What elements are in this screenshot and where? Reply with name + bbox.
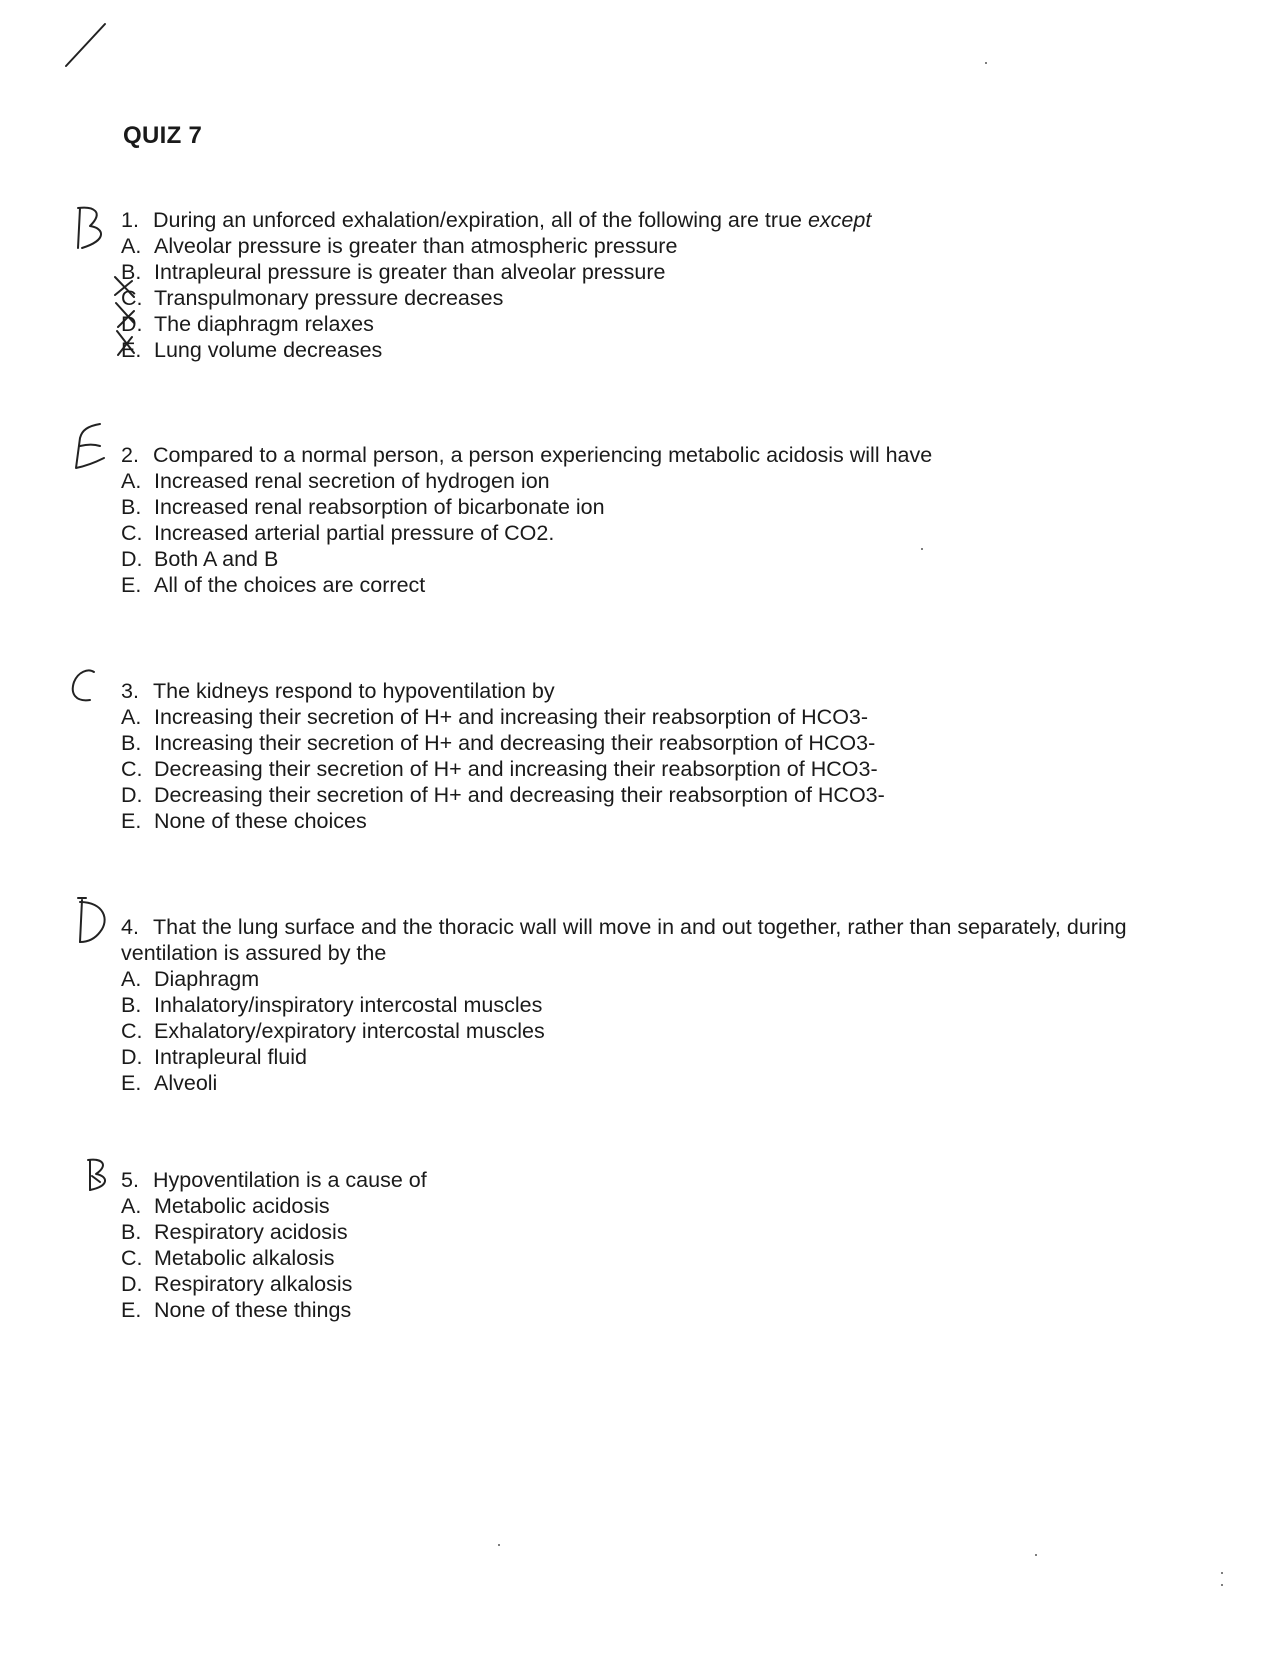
question-4-option-d: D. Intrapleural fluid — [121, 1045, 307, 1069]
scan-speck — [985, 62, 987, 64]
scan-speck — [1035, 1554, 1037, 1556]
handwritten-answer-q5 — [84, 1156, 114, 1196]
question-4 — [121, 914, 1141, 1096]
question-2-option-e: E. All of the choices are correct — [121, 573, 426, 597]
question-1-stem — [121, 207, 1141, 233]
question-5-stem-text: Hypoventilation is a cause of — [153, 1168, 427, 1192]
handwritten-slash-mark — [60, 20, 110, 70]
question-2-option-a: A. Increased renal secretion of hydrogen ion — [121, 469, 550, 493]
question-4-options — [121, 966, 1141, 1096]
question-1-option-b: B. Intrapleural pressure is greater than alveolar pressure — [121, 260, 666, 284]
scan-speck — [1221, 1584, 1223, 1586]
question-1-option-e: E. Lung volume decreases — [121, 338, 383, 362]
question-2-option-c: C. Increased arterial partial pressure of CO2. — [121, 521, 555, 545]
quiz-title: QUIZ 7 — [123, 122, 203, 149]
question-5-option-e: E. None of these things — [121, 1298, 352, 1322]
question-5 — [121, 1167, 1141, 1323]
question-4-option-a: A. Diaphragm — [121, 967, 260, 991]
question-3-number: 3. — [121, 679, 139, 703]
question-5-stem — [121, 1167, 1141, 1193]
question-5-options — [121, 1193, 1141, 1323]
handwritten-answer-q3 — [66, 666, 100, 706]
question-1-option-a: A. Alveolar pressure is greater than atmospheric pressure — [121, 234, 678, 258]
handwritten-answer-q2 — [70, 420, 110, 476]
question-1-option-c: C. Transpulmonary pressure decreases — [121, 286, 504, 310]
question-2-stem — [121, 442, 1141, 468]
question-3-option-b: B. Increasing their secretion of H+ and decreasing their reabsorption of HCO3- — [121, 731, 876, 755]
question-3-stem — [121, 678, 1141, 704]
handwritten-answer-q1 — [74, 204, 114, 252]
question-2-option-b: B. Increased renal reabsorption of bicarbonate ion — [121, 495, 605, 519]
scan-speck — [921, 548, 923, 550]
question-2-option-d: D. Both A and B — [121, 547, 279, 571]
question-1-stem-text: During an unforced exhalation/expiration, all of the following are true — [153, 208, 802, 232]
question-2 — [121, 442, 1141, 598]
handwritten-answer-q4 — [74, 896, 114, 946]
question-3-option-c: C. Decreasing their secretion of H+ and increasing their reabsorption of HCO3- — [121, 757, 878, 781]
question-3-option-e: E. None of these choices — [121, 809, 367, 833]
question-1-stem-emphasis: except — [807, 208, 872, 232]
question-3-options — [121, 704, 1141, 834]
question-5-option-b: B. Respiratory acidosis — [121, 1220, 348, 1244]
question-5-number: 5. — [121, 1168, 139, 1192]
question-1-option-d: D. The diaphragm relaxes — [121, 312, 374, 336]
question-5-option-d: D. Respiratory alkalosis — [121, 1272, 353, 1296]
question-4-stem-text: That the lung surface and the thoracic wall will move in and out together, rather than separately, during ventilation is assured by the — [121, 915, 1127, 965]
question-5-option-c: C. Metabolic alkalosis — [121, 1246, 335, 1270]
question-2-options — [121, 468, 1141, 598]
scan-speck — [1221, 1572, 1223, 1574]
question-4-number: 4. — [121, 915, 139, 939]
question-1-options — [121, 233, 1141, 363]
question-5-option-a: A. Metabolic acidosis — [121, 1194, 330, 1218]
scan-speck — [498, 1544, 500, 1546]
question-4-option-e: E. Alveoli — [121, 1071, 218, 1095]
question-2-number: 2. — [121, 443, 139, 467]
question-3 — [121, 678, 1141, 834]
question-4-option-c: C. Exhalatory/expiratory intercostal muscles — [121, 1019, 545, 1043]
question-4-stem — [121, 914, 1141, 966]
question-3-option-a: A. Increasing their secretion of H+ and increasing their reabsorption of HCO3- — [121, 705, 869, 729]
question-3-stem-text: The kidneys respond to hypoventilation by — [153, 679, 555, 703]
question-2-stem-text: Compared to a normal person, a person experiencing metabolic acidosis will have — [153, 443, 933, 467]
question-3-option-d: D. Decreasing their secretion of H+ and decreasing their reabsorption of HCO3- — [121, 783, 885, 807]
question-4-option-b: B. Inhalatory/inspiratory intercostal muscles — [121, 993, 543, 1017]
question-1-number: 1. — [121, 208, 139, 232]
question-1 — [121, 207, 1141, 363]
